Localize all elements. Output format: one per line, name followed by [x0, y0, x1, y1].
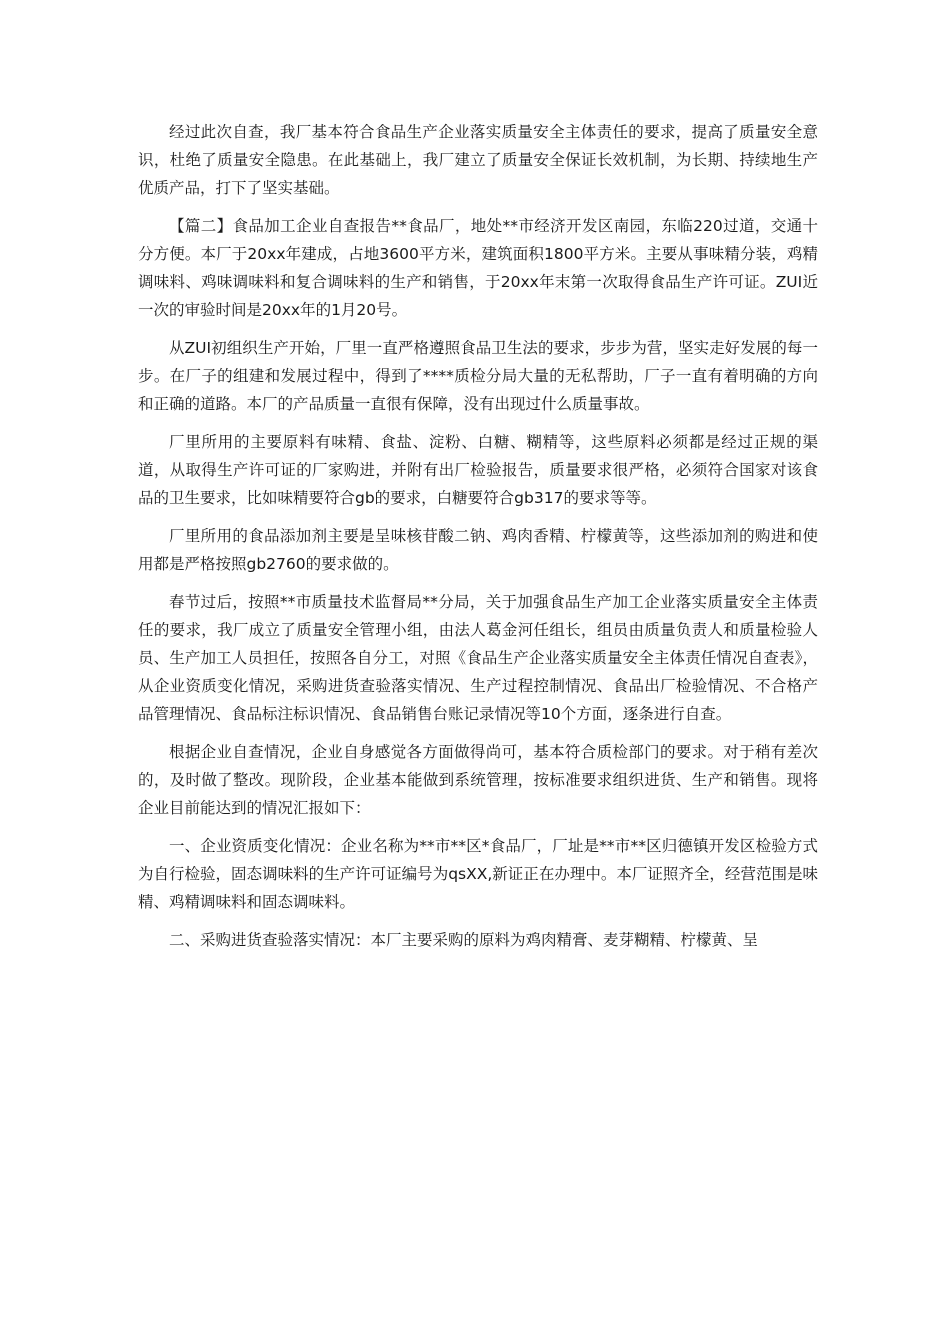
paragraph-purchase-inspection: 二、采购进货查验落实情况：本厂主要采购的原料为鸡肉精膏、麦芽糊精、柠檬黄、呈	[169, 931, 759, 949]
paragraph-production-history: 从ZUI初组织生产开始，厂里一直严格遵照食品卫生法的要求，步步为营，坚实走好发展的每一步。在厂子的组建和发展过程中，得到了****质检分局大量的无私帮助，厂子一直有着明确的方向和正确的道路。本厂的产品质量一直很有保障，没有出现过什么质量事故。	[138, 339, 818, 413]
paragraph-self-inspection-conclusion: 经过此次自查，我厂基本符合食品生产企业落实质量安全主体责任的要求，提高了质量安全意识，杜绝了质量安全隐患。在此基础上，我厂建立了质量安全保证长效机制，为长期、持续地生产优质产品，打下了坚实基础。	[138, 123, 818, 197]
paragraph-qualification-changes: 一、企业资质变化情况：企业名称为**市**区*食品厂，厂址是**市**区归德镇开发区检验方式为自行检验，固态调味料的生产许可证编号为qsXX,新证正在办理中。本厂证照齐全，经营范围是味精、鸡精调味料和固态调味料。	[138, 837, 818, 911]
paragraph-part-two-intro: 【篇二】食品加工企业自查报告**食品厂，地处**市经济开发区南园，东临220过道，交通十分方便。本厂于20xx年建成，占地3600平方米，建筑面积1800平方米。主要从事味精分装，鸡精调味料、鸡味调味料和复合调味料的生产和销售，于20xx年末第一次取得食品生产许可证。ZUI近一次的审验时间是20xx年的1月20号。	[138, 217, 818, 319]
paragraph-food-additives: 厂里所用的食品添加剂主要是呈味核苷酸二钠、鸡肉香精、柠檬黄等，这些添加剂的购进和使用都是严格按照gb2760的要求做的。	[138, 527, 818, 573]
paragraph-raw-materials: 厂里所用的主要原料有味精、食盐、淀粉、白糖、糊精等，这些原料必须都是经过正规的渠道，从取得生产许可证的厂家购进，并附有出厂检验报告，质量要求很严格，必须符合国家对该食品的卫生要求，比如味精要符合gb的要求，白糖要符合gb317的要求等等。	[138, 433, 818, 507]
document-body	[138, 118, 818, 964]
paragraph-inspection-process: 春节过后，按照**市质量技术监督局**分局，关于加强食品生产加工企业落实质量安全主体责任的要求，我厂成立了质量安全管理小组，由法人葛金河任组长，组员由质量负责人和质量检验人员、生产加工人员担任，按照各自分工，对照《食品生产企业落实质量安全主体责任情况自查表》，从企业资质变化情况，采购进货查验落实情况、生产过程控制情况、食品出厂检验情况、不合格产品管理情况、食品标注标识情况、食品销售台账记录情况等10个方面，逐条进行自查。	[138, 593, 818, 723]
paragraph-inspection-results: 根据企业自查情况，企业自身感觉各方面做得尚可，基本符合质检部门的要求。对于稍有差次的，及时做了整改。现阶段，企业基本能做到系统管理，按标准要求组织进货、生产和销售。现将企业目前能达到的情况汇报如下：	[138, 743, 818, 817]
